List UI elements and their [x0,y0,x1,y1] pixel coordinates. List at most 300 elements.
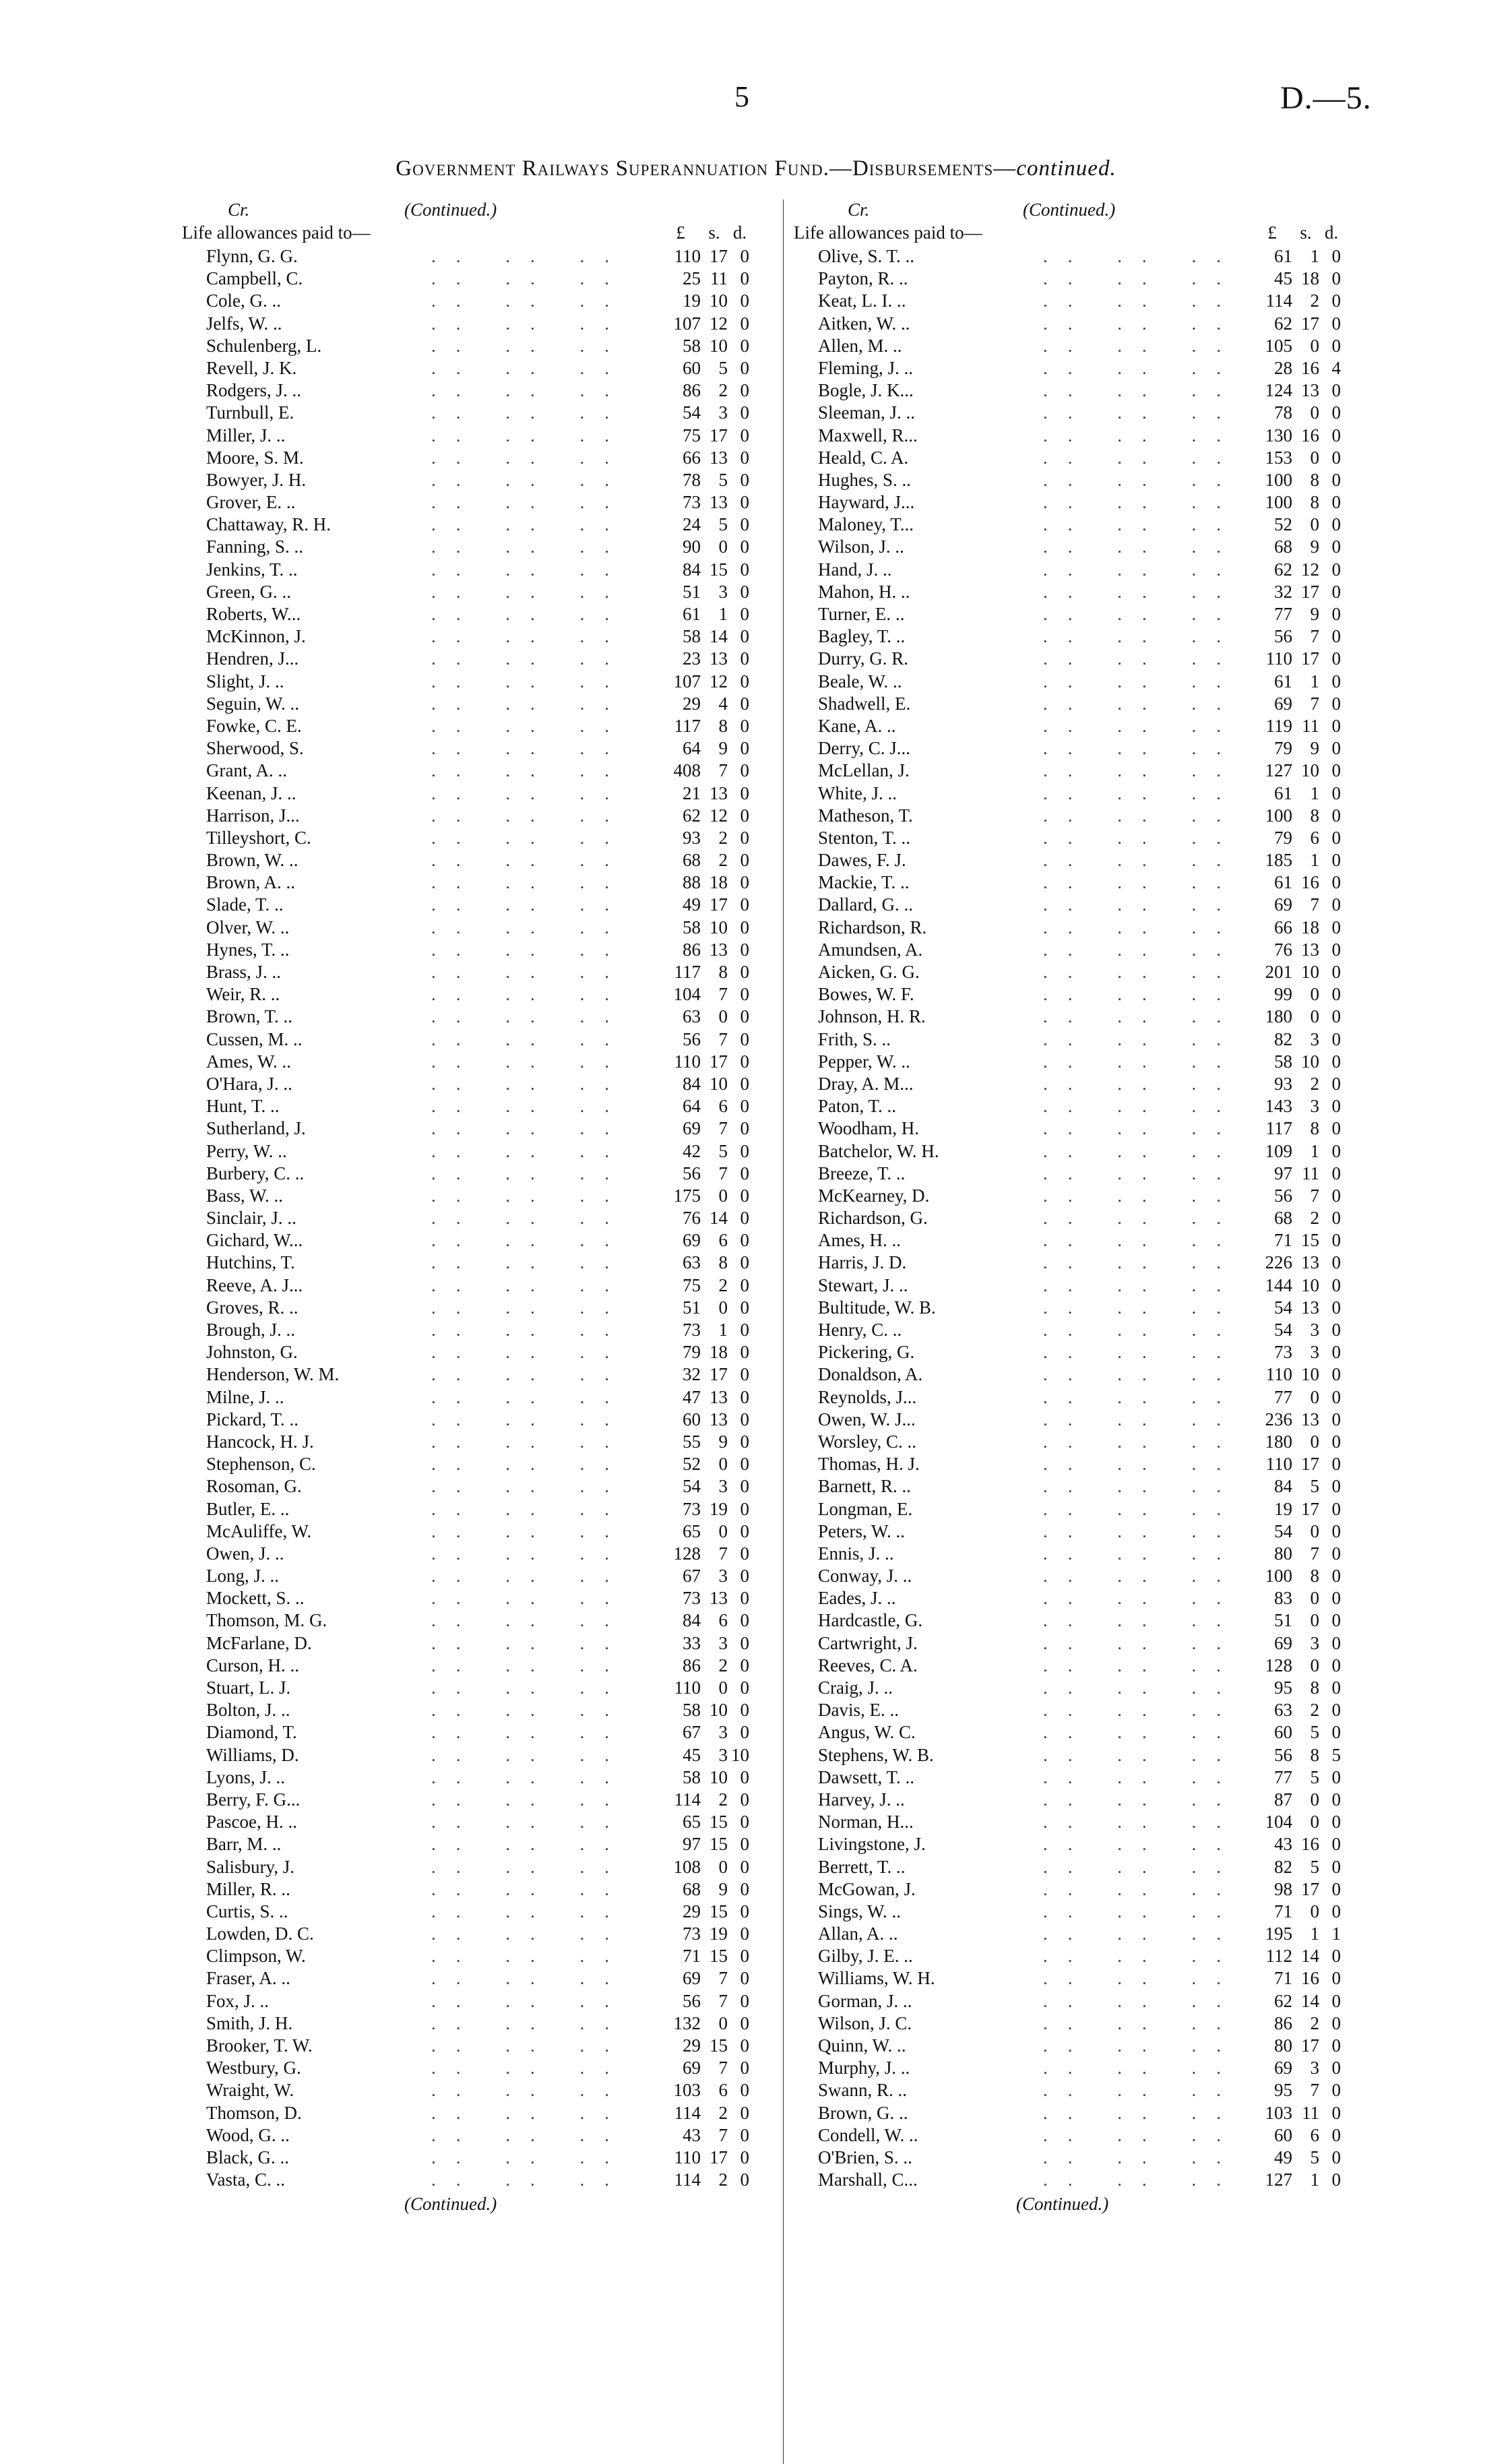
amount-pence: 0 [740,357,749,378]
payee-name: Durry, G. R. [818,648,908,669]
table-row [182,245,775,268]
amount-pence: 0 [740,1006,749,1027]
amount-pounds: 23 [683,648,701,669]
leader-dots: .. .. .. [431,1968,629,1989]
leader-dots: .. .. .. [431,1342,629,1363]
amount-pence: 0 [740,1252,749,1273]
amount-pence: 0 [740,738,749,759]
leader-dots: .. .. .. [431,1655,629,1675]
payee-name: Murphy, J. .. [818,2058,910,2078]
leader-dots: .. .. .. [1043,1028,1241,1049]
leader-dots: .. .. .. [431,559,629,580]
amount-shillings: 8 [1310,1744,1319,1765]
payee-name: White, J. .. [818,782,897,803]
amount-pence: 0 [740,693,749,714]
leader-dots: .. .. .. [431,1364,629,1385]
amount-pence: 0 [1331,2102,1341,2123]
table-row [182,1565,775,1587]
table-row [182,1587,775,1609]
amount-pounds: 61 [1274,246,1292,266]
amount-pounds: 143 [1265,1096,1292,1117]
leader-dots: .. .. .. [431,402,629,423]
table-row [182,1409,775,1431]
payee-name: Keat, L. I. .. [818,290,906,311]
payee-name: Pascoe, H. .. [206,1812,297,1832]
payee-name: Stewart, J. .. [818,1274,908,1295]
amount-shillings: 0 [1310,1901,1319,1921]
amount-pence: 0 [740,1409,749,1429]
table-row [794,1699,1387,1721]
leader-dots: .. .. .. [431,1520,629,1541]
leader-dots: .. .. .. [1043,1454,1241,1475]
amount-pence: 0 [1331,1096,1341,1117]
table-row [794,782,1387,805]
amount-shillings: 8 [1310,469,1319,490]
payee-name: Climpson, W. [206,1946,306,1967]
leader-dots: .. .. .. [1043,1677,1241,1698]
leader-dots: .. .. .. [431,1789,629,1810]
amount-pence: 0 [740,581,749,602]
amount-pence: 0 [1331,581,1341,602]
payee-name: Henderson, W. M. [206,1364,340,1385]
payee-name: Mackie, T. .. [818,872,910,893]
amount-shillings: 17 [1301,581,1319,602]
payee-name: Wraight, W. [206,2080,294,2101]
amount-pounds: 73 [683,492,701,513]
amount-pence: 1 [1331,1923,1341,1944]
amount-pence: 0 [1331,1431,1341,1452]
amount-pence: 0 [740,1856,749,1877]
amount-shillings: 1 [1310,782,1319,803]
payee-name: Jenkins, T. .. [206,559,298,580]
table-row [182,581,775,603]
amount-pounds: 29 [683,693,701,714]
table-row [182,1967,775,1990]
table-row [182,1363,775,1386]
amount-pounds: 56 [1274,626,1292,647]
amount-shillings: 1 [1310,671,1319,691]
amount-shillings: 2 [718,1274,728,1295]
table-row [794,2079,1387,2101]
amount-pounds: 104 [1265,1812,1292,1832]
payee-name: Paton, T. .. [818,1096,897,1117]
table-row [182,2147,775,2169]
amount-shillings: 16 [1301,357,1319,378]
table-row [794,1028,1387,1051]
amount-shillings: 12 [710,313,728,334]
table-row [794,671,1387,693]
amount-shillings: 7 [1310,693,1319,714]
payee-name: Diamond, T. [206,1722,297,1743]
table-row [182,1475,775,1498]
table-row [182,671,775,693]
payee-name: Gilby, J. E. .. [818,1946,913,1967]
amount-pence: 0 [740,715,749,736]
amount-shillings: 10 [710,335,728,356]
leader-dots: .. .. .. [431,805,629,826]
leader-dots: .. .. .. [1043,559,1241,580]
leader-dots: .. .. .. [1043,1901,1241,1921]
amount-pounds: 110 [674,1677,701,1698]
amount-pounds: 68 [1274,536,1292,557]
table-row [182,335,775,357]
payee-name: Curtis, S. .. [206,1901,288,1921]
amount-pounds: 185 [1265,850,1292,871]
amount-shillings: 5 [1310,1476,1319,1497]
leader-dots: .. .. .. [431,917,629,937]
amount-pounds: 64 [683,738,701,759]
table-row [794,1945,1387,1967]
leader-dots: .. .. .. [1043,1520,1241,1541]
amount-shillings: 3 [718,402,728,423]
amount-shillings: 6 [1310,827,1319,848]
amount-pence: 0 [740,872,749,893]
amount-pounds: 110 [1265,1364,1292,1385]
leader-dots: .. .. .. [431,984,629,1005]
amount-pounds: 180 [1265,1006,1292,1027]
amount-pounds: 83 [1274,1588,1292,1609]
leader-dots: .. .. .. [1043,626,1241,647]
amount-shillings: 7 [1310,1543,1319,1564]
leader-dots: .. .. .. [1043,1230,1241,1251]
table-row [182,514,775,536]
amount-shillings: 13 [710,1409,728,1429]
amount-shillings: 7 [718,2058,728,2078]
amount-shillings: 2 [718,1789,728,1810]
table-row [182,1117,775,1140]
payee-name: Heald, C. A. [818,447,909,468]
leader-dots: .. .. .. [1043,402,1241,423]
amount-pence: 0 [1331,1655,1341,1675]
table-row [794,1073,1387,1095]
payee-name: Gichard, W... [206,1230,303,1251]
life-allowances-label: Life allowances paid to— [794,222,982,243]
payee-name: Grover, E. .. [206,492,296,513]
amount-pence: 0 [740,1566,749,1587]
payee-name: Bass, W. .. [206,1185,284,1206]
amount-pounds: 56 [683,1028,701,1049]
amount-pounds: 43 [683,2124,701,2145]
payee-name: Vasta, C. .. [206,2169,285,2190]
table-row [794,1833,1387,1855]
amount-pence: 0 [740,1297,749,1318]
amount-pence: 0 [740,1878,749,1899]
amount-shillings: 0 [718,1185,728,1206]
leader-dots: .. .. .. [431,939,629,960]
amount-pence: 0 [1331,1990,1341,2011]
amount-pence: 0 [1331,313,1341,334]
continued-label: (Continued.) [404,199,497,220]
amount-pounds: 90 [683,536,701,557]
table-row [794,760,1387,782]
continued-footer: (Continued.) [404,2194,497,2215]
amount-pence: 0 [740,1073,749,1094]
amount-shillings: 3 [718,1744,728,1765]
payee-name: Pickard, T. .. [206,1409,298,1429]
leader-dots: .. .. .. [1043,1409,1241,1429]
payee-name: Berry, F. G... [206,1789,301,1810]
table-row [182,313,775,335]
amount-pence: 0 [740,1185,749,1206]
amount-pence: 0 [1331,447,1341,468]
amount-pounds: 73 [683,1923,701,1944]
leader-dots: .. .. .. [431,2147,629,2167]
amount-pounds: 66 [683,447,701,468]
amount-shillings: 7 [1310,1185,1319,1206]
amount-pounds: 65 [683,1520,701,1541]
table-row [794,1587,1387,1609]
amount-shillings: 18 [1301,917,1319,937]
amount-pounds: 29 [683,1901,701,1921]
amount-pence: 0 [740,1230,749,1251]
amount-pounds: 73 [683,1588,701,1609]
amount-shillings: 9 [1310,738,1319,759]
amount-pounds: 24 [683,514,701,535]
amount-shillings: 0 [1310,402,1319,423]
table-row [182,1274,775,1297]
amount-shillings: 12 [710,805,728,826]
amount-pounds: 71 [683,1946,701,1967]
amount-pence: 0 [740,514,749,535]
payee-name: Ames, W. .. [206,1051,292,1072]
amount-pounds: 60 [683,357,701,378]
leader-dots: .. .. .. [1043,894,1241,915]
section-label-row [182,222,775,245]
table-row [794,402,1387,424]
leader-dots: .. .. .. [431,1878,629,1899]
amount-pence: 0 [1331,984,1341,1005]
amount-shillings: 10 [710,1766,728,1787]
leader-dots: .. .. .. [431,738,629,759]
payee-name: McAuliffe, W. [206,1520,312,1541]
amount-pounds: 25 [683,268,701,289]
amount-pounds: 51 [1274,1610,1292,1631]
amount-shillings: 15 [1301,1230,1319,1251]
table-row [182,1051,775,1073]
leader-dots: .. .. .. [1043,939,1241,960]
table-row [794,1990,1387,2012]
amount-pence: 0 [1331,1610,1341,1631]
amount-pounds: 236 [1265,1409,1292,1429]
leader-dots: .. .. .. [1043,469,1241,490]
leader-dots: .. .. .. [1043,1700,1241,1721]
amount-pence: 0 [1331,939,1341,960]
table-row [794,2012,1387,2035]
leader-dots: .. .. .. [431,1386,629,1407]
amount-shillings: 13 [710,492,728,513]
amount-shillings: 17 [710,246,728,266]
amount-pounds: 69 [1274,894,1292,915]
table-row [182,1431,775,1453]
table-row [182,805,775,827]
payee-name: Fraser, A. .. [206,1968,290,1989]
amount-pounds: 32 [683,1364,701,1385]
pounds-unit: £ [676,222,685,243]
payee-name: Dawsett, T. .. [818,1766,914,1787]
amount-pence: 0 [740,1454,749,1475]
amount-shillings: 10 [1301,1051,1319,1072]
amount-pence: 0 [1331,1208,1341,1229]
leader-dots: .. .. .. [431,1744,629,1765]
column-footer [794,2191,1387,2218]
leader-dots: .. .. .. [431,2124,629,2145]
amount-pounds: 132 [673,2012,701,2033]
amount-pounds: 124 [1265,380,1292,401]
payee-name: Sherwood, S. [206,738,304,759]
amount-pounds: 58 [1274,1051,1292,1072]
table-row [794,469,1387,491]
amount-pounds: 56 [683,1990,701,2011]
payee-name: Brown, A. .. [206,872,296,893]
payee-name: Hayward, J... [818,492,915,513]
leader-dots: .. .. .. [431,1185,629,1206]
amount-pounds: 110 [674,246,701,266]
amount-pounds: 69 [1274,1632,1292,1653]
leader-dots: .. .. .. [1043,827,1241,848]
amount-pence: 0 [740,2102,749,2123]
amount-pence: 0 [1331,2169,1341,2190]
amount-pence: 0 [1331,760,1341,781]
amount-pounds: 114 [674,2169,701,2190]
amount-pounds: 42 [683,1140,701,1161]
leader-dots: .. .. .. [1043,2012,1241,2033]
amount-pounds: 32 [1274,581,1292,602]
amount-pounds: 77 [1274,1386,1292,1407]
amount-shillings: 2 [718,1655,728,1675]
amount-shillings: 7 [718,1163,728,1183]
leader-dots: .. .. .. [431,2080,629,2101]
table-row [182,2124,775,2147]
amount-shillings: 17 [710,425,728,445]
leader-dots: .. .. .. [431,536,629,557]
table-row [182,1901,775,1923]
table-row [794,2102,1387,2124]
leader-dots: .. .. .. [431,1096,629,1117]
amount-pence: 0 [740,1118,749,1139]
table-row [182,1699,775,1721]
table-row [794,827,1387,849]
leader-dots: .. .. .. [1043,268,1241,289]
amount-pence: 0 [740,1677,749,1698]
table-row [794,290,1387,312]
payee-name: Worsley, C. .. [818,1431,917,1452]
payee-name: Hutchins, T. [206,1252,295,1273]
amount-pounds: 61 [1274,671,1292,691]
amount-shillings: 8 [1310,1118,1319,1139]
amount-shillings: 1 [1310,2169,1319,2190]
table-row [182,1319,775,1341]
table-row [794,849,1387,871]
amount-pence: 0 [740,962,749,982]
amount-pounds: 64 [683,1096,701,1117]
leader-dots: .. .. .. [1043,1766,1241,1787]
payee-name: Barnett, R. .. [818,1476,911,1497]
amount-shillings: 0 [718,1677,728,1698]
amount-pence: 0 [1331,514,1341,535]
payee-name: Eades, J. .. [818,1588,896,1609]
amount-shillings: 18 [1301,268,1319,289]
page-heading [0,156,1512,181]
leader-dots: .. .. .. [431,425,629,445]
table-row [794,2169,1387,2191]
amount-pence: 0 [1331,290,1341,311]
amount-shillings: 10 [710,1700,728,1721]
table-row [182,1990,775,2012]
page-number: 5 [734,80,749,113]
amount-pence: 0 [1331,1834,1341,1855]
amount-pounds: 21 [683,782,701,803]
amount-pence: 0 [1331,715,1341,736]
amount-pence: 0 [1331,559,1341,580]
amount-pounds: 100 [1265,805,1292,826]
leader-dots: .. .. .. [1043,671,1241,691]
amount-pence: 0 [1331,1230,1341,1251]
amount-pounds: 79 [1274,827,1292,848]
amount-pence: 0 [740,1051,749,1072]
leader-dots: .. .. .. [431,1118,629,1139]
payee-name: Brown, W. .. [206,850,298,871]
amount-shillings: 2 [1310,1208,1319,1229]
amount-pounds: 110 [1265,648,1292,669]
amount-pence: 0 [1331,1028,1341,1049]
payee-name: Black, G. .. [206,2147,289,2167]
amount-pence: 0 [740,2169,749,2190]
amount-pounds: 86 [1274,2012,1292,2033]
leader-dots: .. .. .. [431,514,629,535]
leader-dots: .. .. .. [1043,1073,1241,1094]
leader-dots: .. .. .. [1043,1208,1241,1229]
amount-pounds: 71 [1274,1968,1292,1989]
amount-pence: 0 [1331,962,1341,982]
amount-shillings: 2 [1310,290,1319,311]
table-row [794,335,1387,357]
payee-name: Schulenberg, L. [206,335,322,356]
leader-dots: .. .. .. [1043,1834,1241,1855]
leader-dots: .. .. .. [431,246,629,266]
table-row [794,1520,1387,1543]
payee-name: Fowke, C. E. [206,715,302,736]
amount-shillings: 2 [1310,1700,1319,1721]
amount-pounds: 60 [1274,1722,1292,1743]
table-row [794,1677,1387,1699]
amount-pounds: 33 [683,1632,701,1653]
amount-shillings: 0 [718,1297,728,1318]
amount-pence: 0 [740,1364,749,1385]
table-row [794,379,1387,402]
amount-pounds: 58 [683,1700,701,1721]
table-row [794,514,1387,536]
table-row [182,1744,775,1766]
leader-dots: .. .. .. [1043,1632,1241,1653]
table-row [794,1095,1387,1117]
table-row [182,1006,775,1028]
payee-name: Campbell, C. [206,268,303,289]
amount-pounds: 62 [1274,559,1292,580]
amount-pence: 0 [1331,268,1341,289]
table-row [182,425,775,447]
payee-name: Stephens, W. B. [818,1744,934,1765]
table-row [794,245,1387,268]
amount-pence: 0 [740,1655,749,1675]
amount-shillings: 3 [1310,1096,1319,1117]
leader-dots: .. .. .. [431,782,629,803]
table-row [182,379,775,402]
amount-shillings: 9 [718,1431,728,1452]
payee-name: Johnson, H. R. [818,1006,926,1027]
leader-dots: .. .. .. [431,1498,629,1519]
leader-dots: .. .. .. [1043,1274,1241,1295]
amount-pounds: 69 [1274,2058,1292,2078]
